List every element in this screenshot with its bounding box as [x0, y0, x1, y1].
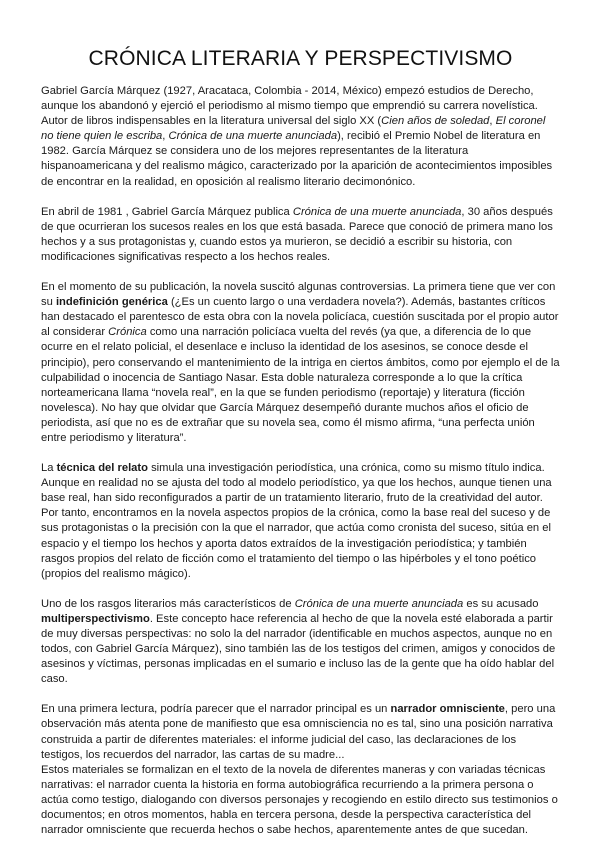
- text-span: , pero una observación más atenta pone de manifiesto que esa omnisciencia no es tal, sino una posición narrativa construida a partir de diferentes materiales: el informe judicial del caso, las declaraciones de los testigos, los recuerdos del narrador, las cartas de su madre...: [41, 703, 556, 761]
- book-title: Cien años de soledad: [381, 115, 490, 128]
- paragraph-controversies: [41, 280, 560, 446]
- text-span: La: [41, 462, 57, 475]
- book-title: Crónica de una muerte anunciada: [294, 597, 464, 610]
- text-span: Uno de los rasgos literarios más característicos de: [41, 597, 295, 610]
- paragraph-narrator: [41, 702, 560, 762]
- text-span: ,: [489, 115, 496, 128]
- paragraph-publication: [41, 205, 560, 265]
- text-span: En una primera lectura, podría parecer que el narrador principal es un: [41, 703, 391, 716]
- key-term: técnica del relato: [56, 462, 148, 475]
- book-title: Crónica de una muerte anunciada: [292, 205, 462, 218]
- text-span: como una narración policíaca vuelta del revés (ya que, a diferencia de lo que ocurre en el relato policial, el desenlace e incluso la identidad de los asesinos, se conoce desde el principio), pero conservando el mantenimiento de la intriga en ciertos ámbitos, como por ejemplo el de la culpabilidad o inocencia de Santiago Nasar. Esta doble naturaleza corresponde a lo que la crítica norteamericana llama “novela real”, en la que se funden periodismo (reportaje) y literatura (ficción novelesca). No hay que olvidar que García Márquez desempeñó durante muchos años el oficio de periodista, así que no es de extrañar que su novela sea, como él mismo afirma, “una perfecta unión entre periodismo y literatura”.: [41, 326, 560, 444]
- text-span: es su acusado: [463, 597, 539, 610]
- paragraph-materials: Estos materiales se formalizan en el texto de la novela de diferentes maneras y con variadas técnicas narrativas: el narrador cuenta la historia en forma autobiográfica recurriendo a la primera persona o actúa como testigo, dialogando con diversos personajes y recogiendo en estilo directo sus testimonios o documentos; en otros momentos, habla en tercera persona, desde la perspectiva característica del narrador omnisciente que recuerda hechos o sabe hechos, aparentemente antes de que sucedan.: [41, 763, 558, 837]
- book-title: Crónica: [108, 326, 147, 339]
- paragraph-author-bio: [41, 84, 560, 190]
- text-span: En abril de 1981 , Gabriel García Márquez publica: [41, 205, 293, 218]
- text-span: (¿Es un cuento largo o una verdadera novela?). Además, bastantes críticos han destacado el parentesco de esta obra con la novela policíaca, cuestión suscitada por el propio autor al considerar: [41, 296, 559, 339]
- document-title: CRÓNICA LITERARIA Y PERSPECTIVISMO: [88, 47, 513, 70]
- text-span: En el momento de su publicación, la novela suscitó algunas controversias. La primera tiene que ver con su: [41, 281, 556, 309]
- key-term: indefinición genérica: [55, 296, 168, 309]
- paragraph-perspectivism: [41, 597, 560, 688]
- text-span: . Este concepto hace referencia al hecho de que la novela esté elaborada a partir de muy diversas perspectivas: no solo la del narrador (identificable en muchos aspectos, aunque no en todos, con Gabriel García Márquez), sino también las de los testigos del crimen, amigos y conocidos de asesinos y víctimas, personas implicadas en el sumario e incluso las de la gente que ha oído hablar del caso.: [41, 612, 556, 686]
- text-span: simula una investigación periodística, una crónica, como su mismo título indica. Aunque en realidad no se ajusta del todo al modelo periodístico, ya que los hechos, aunque tienen una base real, han sido reconfigurados a partir de un tratamiento literario, fruto de la creatividad del autor. Por tanto, encontramos en la novela aspectos propios de la crónica, como la base real del suceso y de sus protagonistas o la precisión con la que el narrador, que actúa como cronista del suceso, sitúa en el espacio y el tiempo los hechos y aporta datos extraídos de la investigación periodística; y también rasgos propios del relato de ficción como el tratamiento del tiempo o las hipérboles y el tono poético (propios del realismo mágico).: [41, 462, 552, 580]
- key-term: narrador omnisciente: [390, 703, 505, 716]
- book-title: El coronel no tiene quien le escriba: [41, 115, 546, 143]
- text-span: Gabriel García Márquez (1927, Aracataca, Colombia - 2014, México) empezó estudios de Derecho, aunque los abandonó y ejerció el periodismo al mismo tiempo que emprendió su carrera novelística. Autor de libros indispensables en la literatura universal del siglo XX (: [41, 85, 538, 128]
- key-term: multiperspectivismo: [41, 612, 150, 625]
- paragraph-technique: [41, 461, 560, 582]
- text-span: ,: [162, 130, 169, 143]
- text-span: ), recibió el Premio Nobel de literatura en 1982. García Márquez se considera uno de los mejores representantes de la literatura hispanoamericana y del realismo mágico, caracterizado por la aparición de acontecimientos imposibles de encontrar en la realidad, en oposición al realismo literario decimonónico.: [41, 130, 553, 188]
- book-title: Crónica de una muerte anunciada: [168, 130, 338, 143]
- text-span: , 30 años después de que ocurrieran los sucesos reales en los que está basada. Parece que conoció de primera mano los hechos y a sus protagonistas y, cuando estos ya murieron, se decidió a escribir su historia, con modificaciones significativas respecto a los hechos reales.: [41, 205, 553, 263]
